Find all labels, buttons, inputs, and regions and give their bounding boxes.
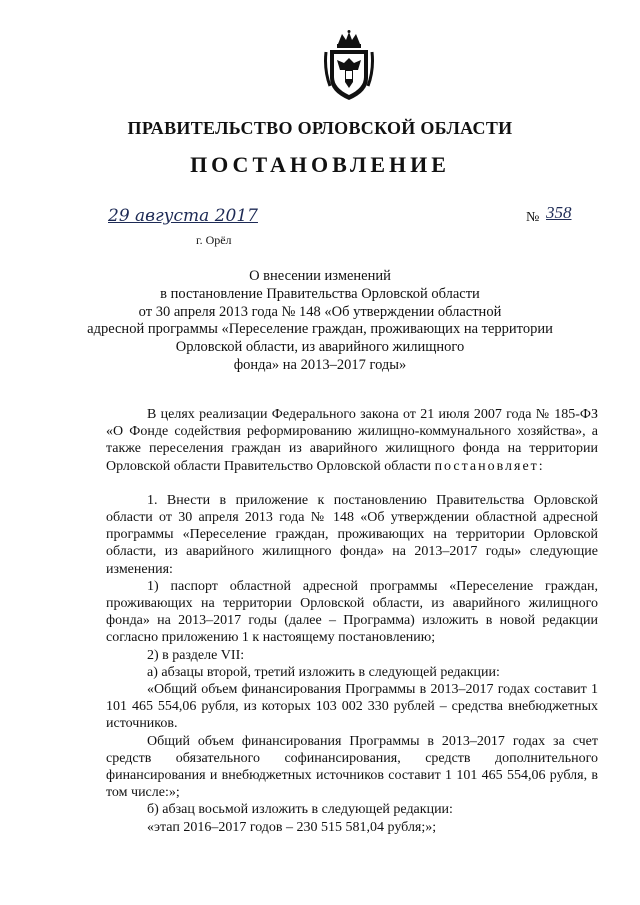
organization-title: ПРАВИТЕЛЬСТВО ОРЛОВСКОЙ ОБЛАСТИ bbox=[127, 118, 513, 138]
coat-of-arms-emblem bbox=[324, 30, 374, 102]
paragraph-item-1: 1. Внести в приложение к постановлению Правительства Орловской области от 30 апреля 2013 года № 148 «Об утверждении областной адресной программы «Переселение граждан, проживающих на территории Орловской области, из аварийного жилищного фонда» на 2013–2017 годы» следующие изменения: bbox=[106, 492, 598, 577]
decree-word: постановляет: bbox=[434, 458, 545, 474]
title-line: адресной программы «Переселение граждан, проживающих на территории bbox=[87, 321, 553, 338]
preamble-text: В целях реализации Федерального закона от 21 июля 2007 года № 185-ФЗ «О Фонде содействия реформированию жилищно-коммунального хозяйства», а также переселения граждан из аварийного жилищного фонда на территории Орловской области Правительство Орловской области bbox=[106, 407, 598, 474]
title-line: Орловской области, из аварийного жилищного bbox=[175, 339, 465, 356]
title-line: от 30 апреля 2013 года № 148 «Об утверждении областной bbox=[138, 303, 502, 320]
city-label: г. Орёл bbox=[196, 233, 232, 247]
quoted-paragraph-cofinancing: Общий объем финансирования Программы в 2013–2017 годах за счет средств обязательного софинансирования, средств дополнительного финансирования и внебюджетных источников составит 1 101 465 554,06 рубля, в том числе:»; bbox=[106, 733, 598, 801]
handwritten-date: 29 августа 2017 bbox=[108, 206, 258, 226]
title-line: фонда» на 2013–2017 годы» bbox=[233, 356, 407, 373]
paragraph-subitem-a: а) абзацы второй, третий изложить в следующей редакции: bbox=[147, 664, 500, 680]
handwritten-document-number: 358 bbox=[546, 203, 572, 222]
document-type-heading: ПОСТАНОВЛЕНИЕ bbox=[190, 152, 450, 177]
paragraph-subitem-1: 1) паспорт областной адресной программы «Переселение граждан, проживающих на территории Орловской области, из аварийного жилищного фонда» на 2013–2017 годы (далее – Программа) изложить в новой редакции согласно приложению 1 к настоящему постановлению; bbox=[106, 578, 598, 646]
title-line: в постановление Правительства Орловской области bbox=[160, 285, 480, 302]
quoted-paragraph-stage: «этап 2016–2017 годов – 230 515 581,04 рубля;»; bbox=[147, 819, 437, 835]
document-title-block bbox=[80, 268, 560, 375]
document-body bbox=[106, 406, 598, 836]
paragraph-subitem-2: 2) в разделе VII: bbox=[147, 647, 245, 663]
paragraph-subitem-b: б) абзац восьмой изложить в следующей редакции: bbox=[147, 802, 453, 818]
quoted-paragraph-financing: «Общий объем финансирования Программы в 2013–2017 годах составит 1 101 465 554,06 рубля, из которых 103 002 330 рублей – средства внебюджетных источников. bbox=[106, 682, 598, 732]
title-line: О внесении изменений bbox=[249, 268, 391, 284]
preamble-paragraph bbox=[106, 406, 598, 475]
document-number-label: № bbox=[526, 210, 540, 225]
